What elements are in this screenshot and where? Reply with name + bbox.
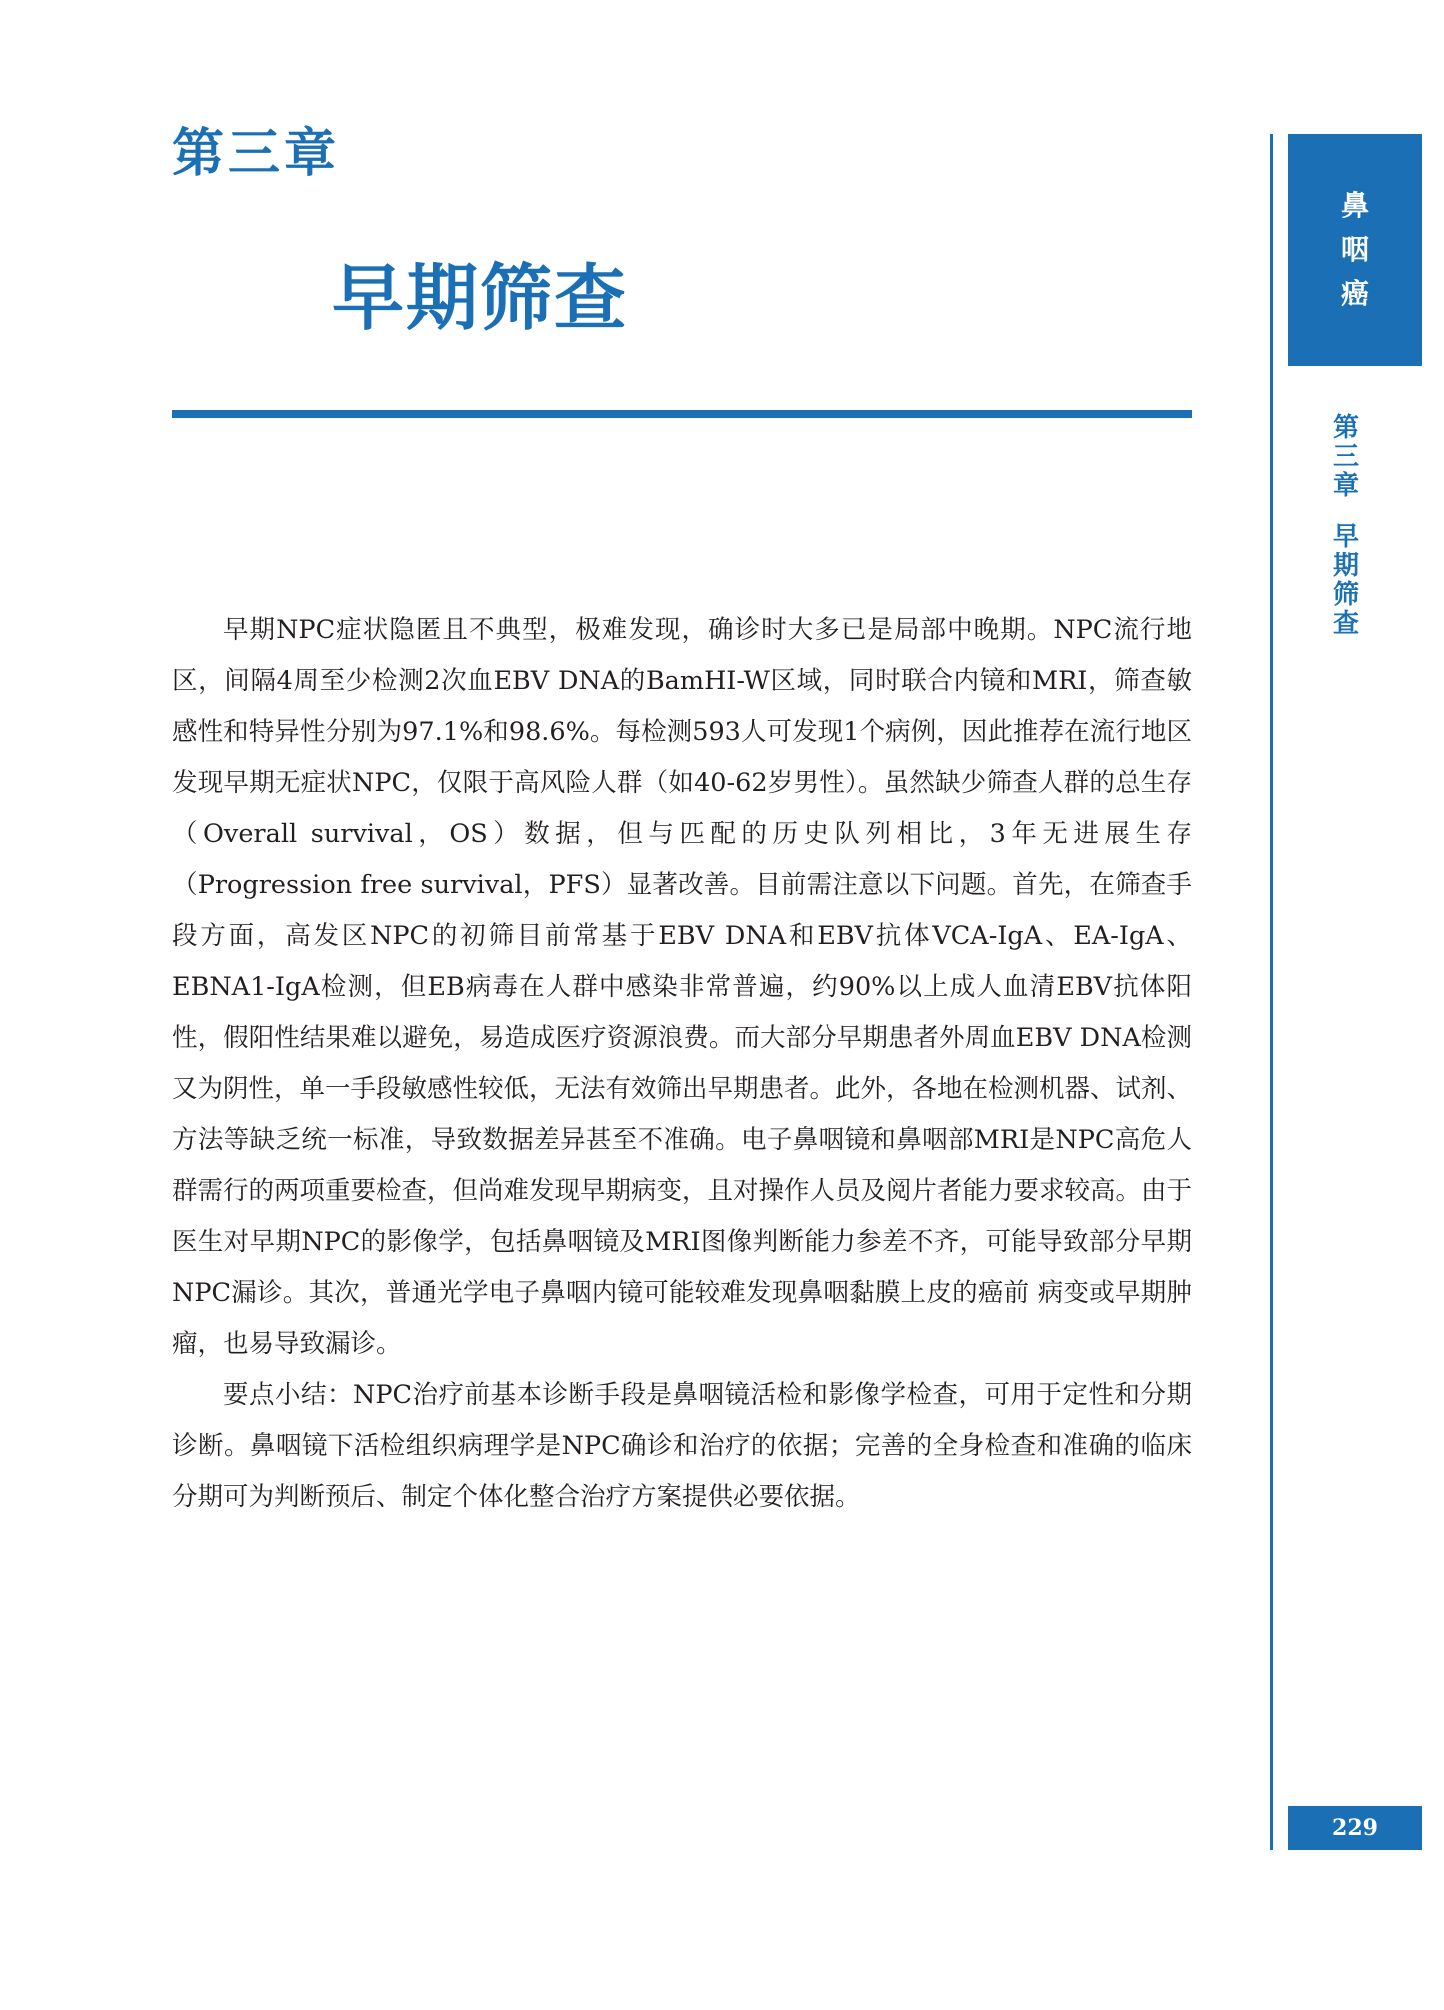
chapter-number: 第三章 [172,123,341,184]
side-chapter-label [1326,414,1366,639]
side-chapter-char: 早 [1332,522,1359,552]
side-tab-char: 癌 [1340,277,1369,310]
paragraph-summary: 要点小结：NPC治疗前基本诊断手段是鼻咽镜活检和影像学检查，可用于定性和分期诊断。鼻咽镜下活检组织病理学是NPC确诊和治疗的依据；完善的全身检查和准确的临床分期可为判断预后、制定个体化整合治疗方案提供必要依据。 [172,1380,1192,1512]
chapter-title: 早期筛查 [332,256,629,340]
side-chapter-char: 筛 [1332,580,1359,610]
side-section-tab [1288,134,1422,366]
side-divider [1270,134,1273,1850]
side-chapter-char: 查 [1332,609,1359,639]
title-divider [172,410,1192,418]
side-chapter-char: 第 [1332,413,1359,443]
side-chapter-char: 期 [1332,551,1359,581]
paragraph-screening: 早期NPC症状隐匿且不典型，极难发现，确诊时大多已是局部中晚期。NPC流行地区，间隔4周至少检测2次血EBV DNA的BamHI-W区域，同时联合内镜和MRI，筛查敏感性和特异性分别为97.1%和98.6%。每检测593人可发现1个病例，因此推荐在流行地区发现早期无症状NPC，仅限于高风险人群（如40-62岁男性）。虽然缺少筛查人群的总生存（Overall survival，OS）数据，但与匹配的历史队列相比，3年无进展生存（Progression free survival，PFS）显著改善。目前需注意以下问题。首先，在筛查手段方面，高发区NPC的初筛目前常基于EBV DNA和EBV抗体VCA-IgA、EA-IgA、EBNA1-IgA检测，但EB病毒在人群中感染非常普遍，约90%以上成人血清EBV抗体阳性，假阳性结果难以避免，易造成医疗资源浪费。而大部分早期患者外周血EBV DNA检测又为阴性，单一手段敏感性较低，无法有效筛出早期患者。此外，各地在检测机器、试剂、方法等缺乏统一标准，导致数据差异甚至不准确。电子鼻咽镜和鼻咽部MRI是NPC高危人群需行的两项重要检查，但尚难发现早期病变，且对操作人员及阅片者能力要求较高。由于医生对早期NPC的影像学，包括鼻咽镜及MRI图像判断能力参差不齐，可能导致部分早期NPC漏诊。其次，普通光学电子鼻咽内镜可能较难发现鼻咽黏膜上皮的癌前 病变或早期肿瘤，也易导致漏诊。 [172,615,1193,1359]
side-chapter-char: 三 [1332,442,1359,472]
side-tab-char: 咽 [1340,233,1369,266]
body-text [172,605,1192,1523]
side-chapter-char: 章 [1332,471,1359,501]
page-number: 229 [1288,1806,1422,1850]
side-tab-char: 鼻 [1340,189,1369,222]
